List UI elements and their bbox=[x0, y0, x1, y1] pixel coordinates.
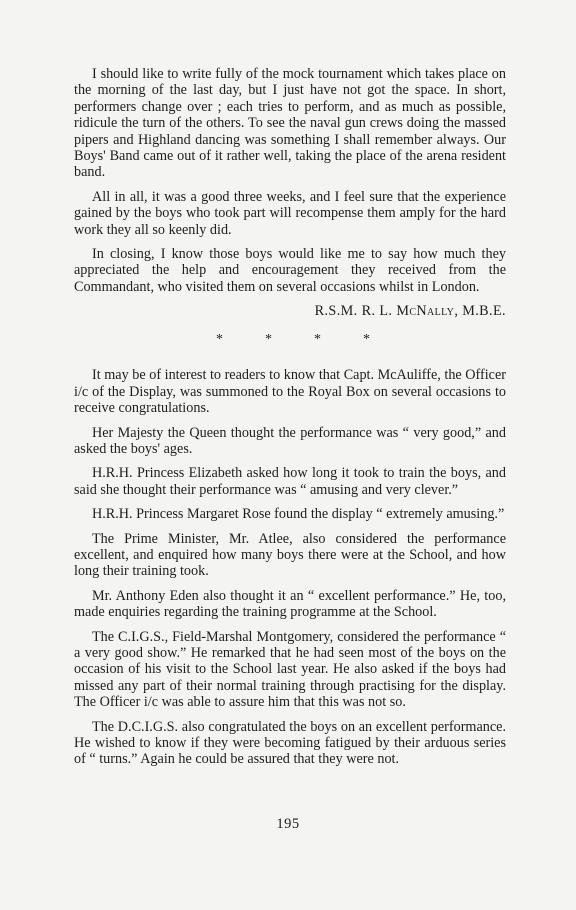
section-separator bbox=[74, 333, 506, 347]
paragraph-dcigs: The D.C.I.G.S. also congratulated the boys on an excellent performance. He wished to know if they were becoming fatigued by their arduous series of “ turns.” Again he could be assured that they were not. bbox=[74, 718, 506, 768]
paragraph-three-weeks: All in all, it was a good three weeks, and I feel sure that the experience gained by the boys who took part will recompense them amply for the hard work they all so keenly did. bbox=[74, 188, 506, 238]
paragraph-mock-tournament: I should like to write fully of the mock tournament which takes place on the morning of the last day, but I just have not got the space. In short, performers change over ; each tries to perform, and as much as possible, ridicule the turn of the others. To see the naval gun crews doing the massed pipers and Highland dancing was something I shall remember always. Our Boys' Band came out of it rather well, taking the place of the arena resident band. bbox=[74, 66, 506, 181]
separator-star: * bbox=[216, 332, 223, 348]
paragraph-princess-elizabeth: H.R.H. Princess Elizabeth asked how long it took to train the boys, and said she thought their performance was “ amusing and very clever.” bbox=[74, 465, 506, 498]
paragraph-princess-margaret: H.R.H. Princess Margaret Rose found the display “ extremely amusing.” bbox=[92, 506, 505, 523]
separator-star: * bbox=[265, 332, 272, 348]
signature-suffix: , M.B.E. bbox=[454, 303, 506, 320]
paragraph-cigs: The C.I.G.S., Field-Marshal Montgomery, considered the performance “ a very good show.” He remarked that he had seen most of the boys on the occasion of his visit to the School last year. He also asked if the boys had missed any part of their normal training through practising for the display. The Officer i/c was able to assure him that this was not so. bbox=[74, 628, 506, 711]
separator-star: * bbox=[314, 332, 321, 348]
page-number: 195 bbox=[276, 816, 300, 832]
paragraph-royal-box: It may be of interest to readers to know that Capt. McAuliffe, the Officer i/c of the Display, was summoned to the Royal Box on several occasions to receive congratulations. bbox=[74, 367, 506, 417]
signature-prefix: R.S.M. R. L. bbox=[314, 303, 393, 320]
paragraph-closing: In closing, I know those boys would like me to say how much they appreciated the help and encouragement they received from the Commandant, who visited them on several occasions whilst in London. bbox=[74, 246, 506, 295]
page-body bbox=[74, 66, 506, 776]
paragraph-queen: Her Majesty the Queen thought the performance was “ very good,” and asked the boys' ages. bbox=[74, 424, 506, 457]
paragraph-anthony-eden: Mr. Anthony Eden also thought it an “ excellent performance.” He, too, made enquiries regarding the training programme at the School. bbox=[74, 587, 506, 621]
author-signature bbox=[74, 303, 506, 319]
paragraph-prime-minister: The Prime Minister, Mr. Atlee, also considered the performance excellent, and enquired how many boys there were at the School, and how long their training took. bbox=[74, 530, 506, 580]
signature-surname: McNally bbox=[396, 303, 455, 320]
separator-star: * bbox=[363, 332, 370, 348]
